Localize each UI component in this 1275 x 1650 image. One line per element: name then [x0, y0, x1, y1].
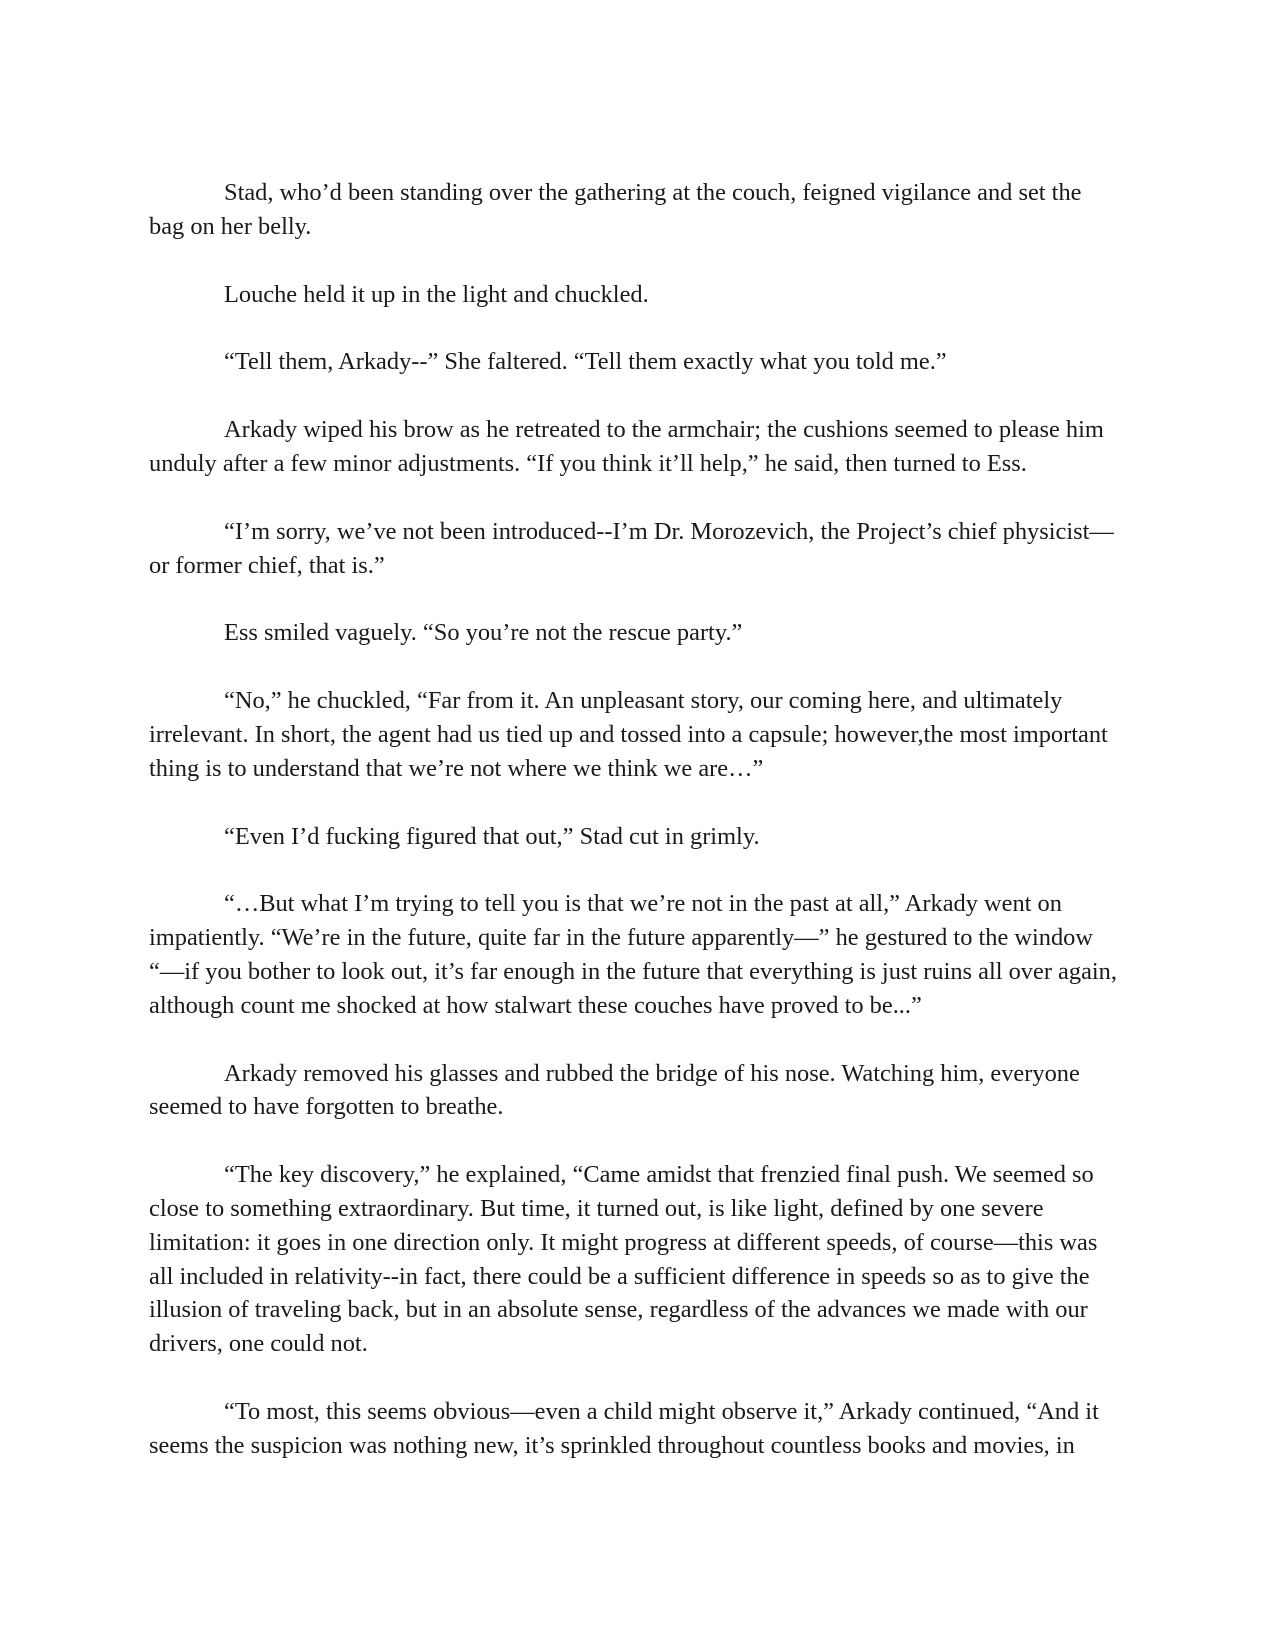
- paragraph: “To most, this seems obvious—even a child might observe it,” Arkady continued, “And it seems the suspicion was nothing new, it’s sprinkled throughout countless books and movies, in: [149, 1397, 1099, 1459]
- paragraph: “Even I’d fucking figured that out,” Stad cut in grimly.: [224, 822, 760, 850]
- paragraph: Stad, who’d been standing over the gathering at the couch, feigned vigilance and set the bag on her belly.: [149, 179, 1082, 240]
- body-text: [149, 176, 1121, 1497]
- paragraph: “No,” he chuckled, “Far from it. An unpleasant story, our coming here, and ultimately irrelevant. In short, the agent had us tied up and tossed into a capsule; however,the most important thing is to understand that we’re not where we think we are…”: [149, 687, 1108, 782]
- paragraph: “I’m sorry, we’ve not been introduced--I’m Dr. Morozevich, the Project’s chief physicist—or former chief, that is.”: [149, 517, 1114, 579]
- paragraph: “…But what I’m trying to tell you is that we’re not in the past at all,” Arkady went on impatiently. “We’re in the future, quite far in the future apparently—” he gestured to the window “—if you bother to look out, it’s far enough in the future that everything is just ruins all over again, although count me shocked at how stalwart these couches have proved to be...”: [149, 890, 1117, 1019]
- paragraph: Arkady wiped his brow as he retreated to the armchair; the cushions seemed to please him unduly after a few minor adjustments. “If you think it’ll help,” he said, then turned to Ess.: [149, 416, 1104, 477]
- paragraph: Arkady removed his glasses and rubbed the bridge of his nose. Watching him, everyone seemed to have forgotten to breathe.: [149, 1059, 1080, 1121]
- paragraph: “Tell them, Arkady--” She faltered. “Tell them exactly what you told me.”: [224, 348, 947, 376]
- paragraph: “The key discovery,” he explained, “Came amidst that frenzied final push. We seemed so close to something extraordinary. But time, it turned out, is like light, defined by one severe limitation: it goes in one direction only. It might progress at different speeds, of course—this was all included in relativity--in fact, there could be a sufficient difference in speeds so as to give the illusion of traveling back, but in an absolute sense, regardless of the advances we made with our drivers, one could not.: [149, 1161, 1098, 1358]
- paragraph: Louche held it up in the light and chuckled.: [224, 280, 649, 308]
- paragraph: Ess smiled vaguely. “So you’re not the rescue party.”: [224, 619, 743, 647]
